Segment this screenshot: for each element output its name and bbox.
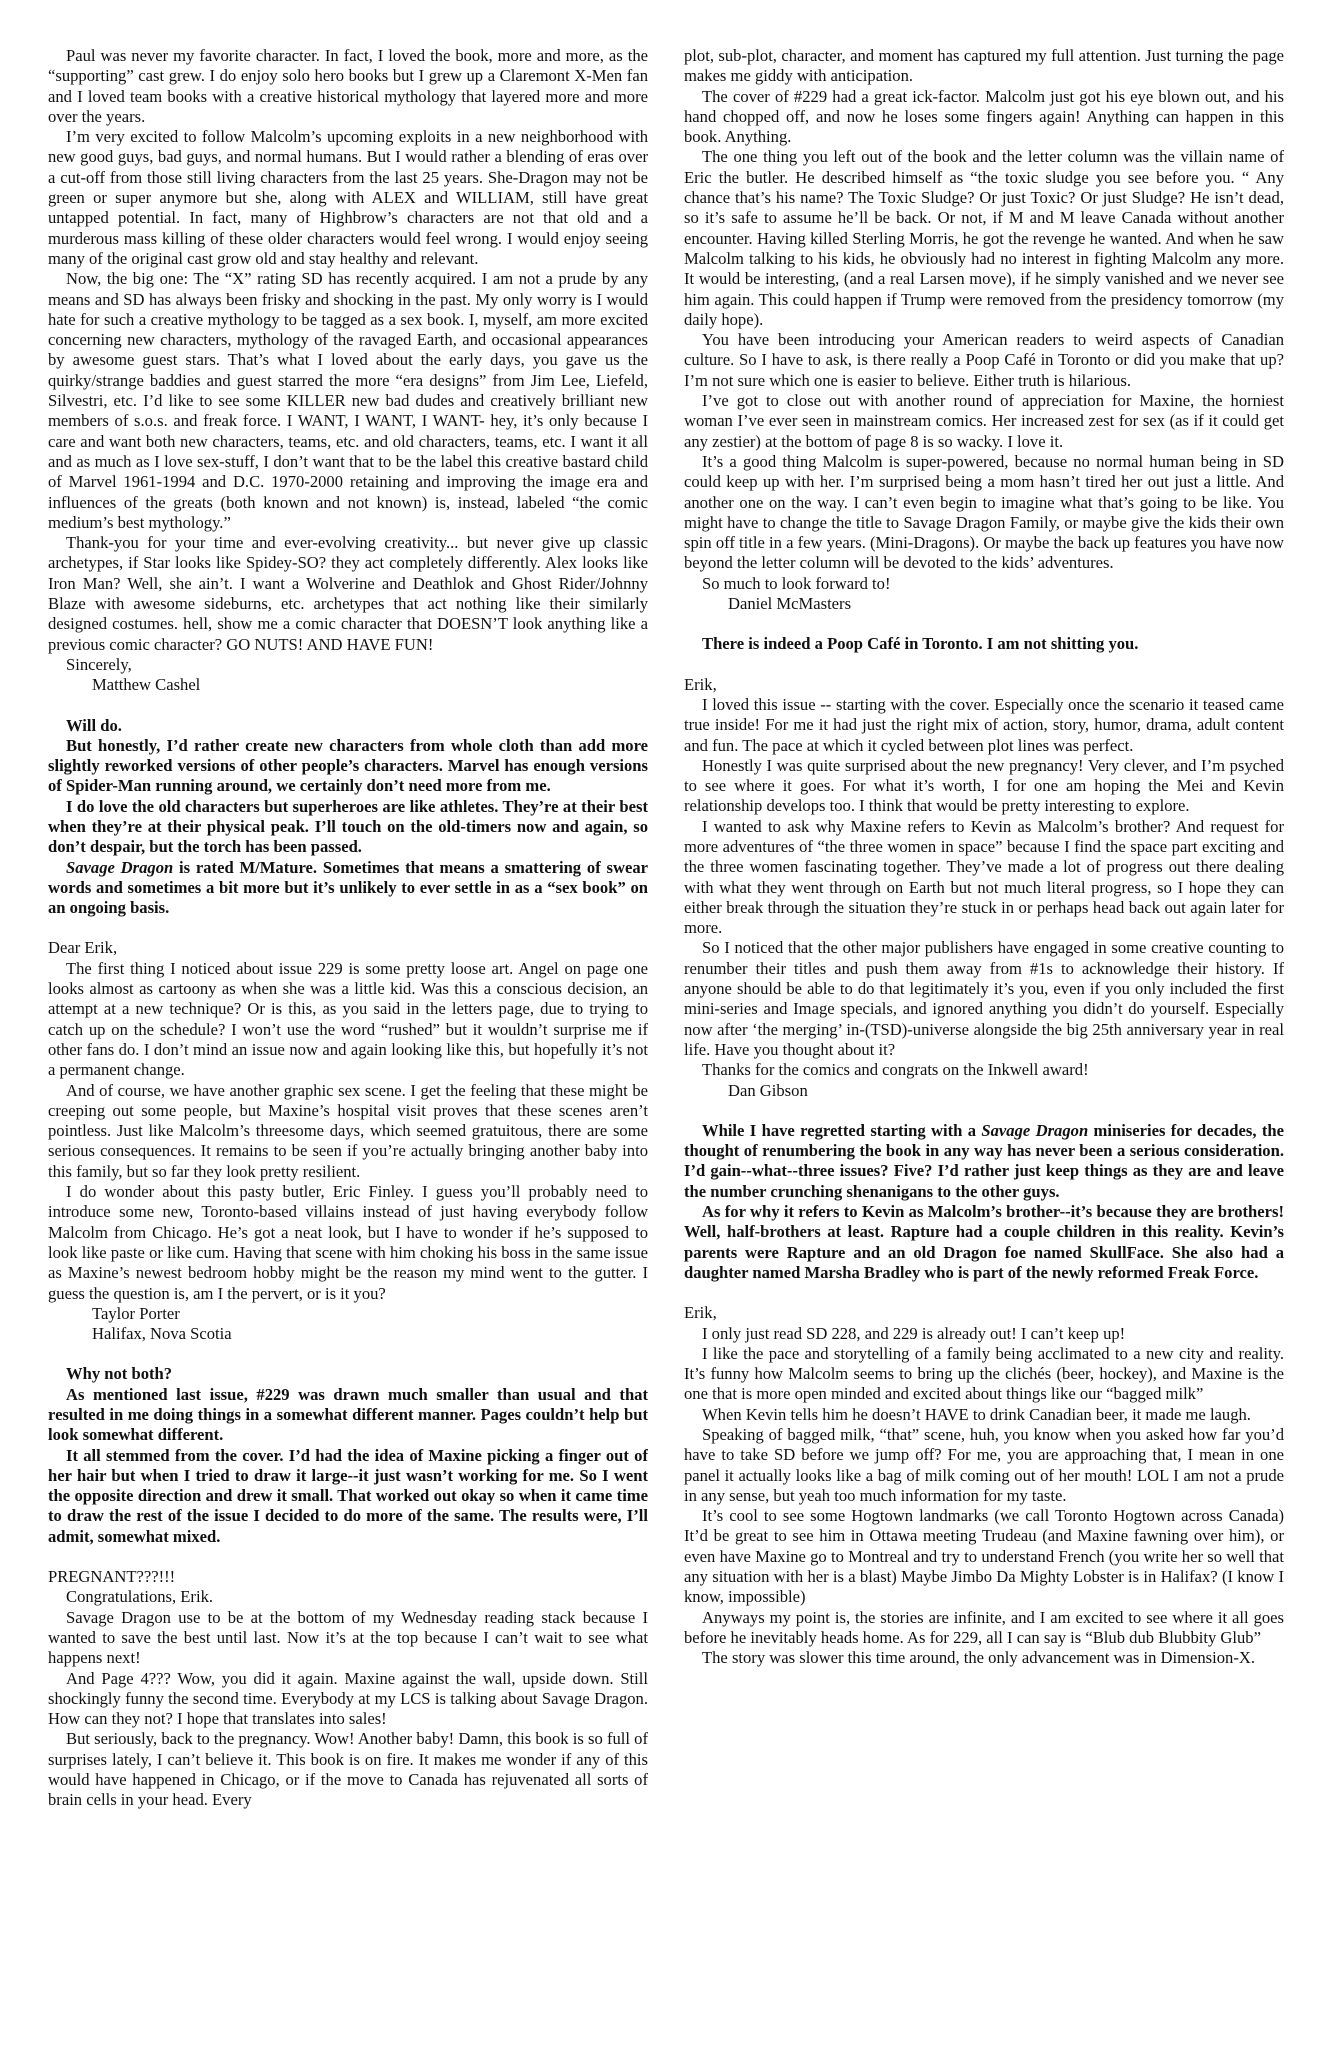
paragraph-gap [684, 614, 1284, 634]
paragraph-gap [684, 1101, 1284, 1121]
editor-response: Why not both? [66, 1364, 173, 1384]
letter-paragraph: The one thing you left out of the book and the letter column was the villain name of Eric the butler. He described himself as “the toxic sludge you see before you. “ Any chance that’s his name? The Toxic Sludge? Or just Toxic? Or just Sludge? He isn’t dead, so it’s safe to assume he’ll be back. Or not, if M and M leave Canada without another encounter. Having killed Sterling Morris, he got the revenge he wanted. And when he saw Malcolm talking to his kids, he obviously had no interest in fighting Malcolm any more. It would be interesting, (and a real Larsen move), if he simply vanished and we never see him again. This could happen if Trump were removed from the presidency tomorrow (my daily hope). [684, 147, 1284, 329]
letter-paragraph: Speaking of bagged milk, “that” scene, huh, you know when you asked how far you’d have to take SD before we jump off? For me, you are approaching that, I mean in one panel it actually looks like a bag of milk coming out of her mouth! LOL I am not a prude in any sense, but yeah too much information for my taste. [684, 1425, 1284, 1505]
paragraph-gap [684, 655, 1284, 675]
letter-salutation: Erik, [684, 674, 717, 694]
paragraph-gap [48, 1547, 648, 1567]
letter-paragraph: I do wonder about this pasty butler, Eric Finley. I guess you’ll probably need to introduce some new, Toronto-based villains instead of just having everybody follow Malcolm from Chicago. He’s got a neat look, but I have to wonder if he’s supposed to look like paste or like cum. Having that scene with him choking his boss in the same issue as Maxine’s newest bedroom hobby might be the reason my mind went to the gutter. I guess the question is, am I the pervert, or is it you? [48, 1182, 648, 1303]
letter-paragraph: Paul was never my favorite character. In fact, I loved the book, more and more, as the “supporting” cast grew. I do enjoy solo hero books but I grew up a Claremont X-Men fan and I loved team books with a creative historical mythology that layered more and more over the years. [48, 46, 648, 126]
editor-response: I do love the old characters but superheroes are like athletes. They’re at their best when they’re at their physical peak. I’ll touch on the old-timers now and again, so don’t despair, but the torch has been passed. [48, 796, 648, 857]
letter-paragraph: So much to look forward to! [702, 573, 891, 593]
letter-paragraph: I loved this issue -- starting with the cover. Especially once the scenario it teased came true inside! For me it had just the right mix of action, story, humor, drama, adult content and fun. The pace at which it cycled between plot lines was perfect. [684, 694, 1284, 755]
editor-response: It all stemmed from the cover. I’d had the idea of Maxine picking a finger out of her hair but when I tried to draw it large--it just wasn’t working for me. So I went the opposite direction and drew it small. That worked out okay so when it came time to draw the rest of the issue I decided to do more of the same. The results were, I’ll admit, somewhat mixed. [48, 1445, 648, 1546]
right-column [684, 46, 1284, 2048]
letter-salutation: plot, sub-plot, character, and moment has captured my full attention. Just turning the page makes me giddy with anticipation. [684, 46, 1284, 86]
paragraph-gap [48, 696, 648, 716]
letter-paragraph: I wanted to ask why Maxine refers to Kevin as Malcolm’s brother? And request for more adventures of “the three women in space” because I find the space part exciting and the three women fascinating together. They’ve made a lot of progress out there dealing with what they went through on Earth but not much literal progress, so I hope they can either break through the situation they’re stuck in or perhaps head back out again later for more. [684, 816, 1284, 938]
letter-paragraph: I’m very excited to follow Malcolm’s upcoming exploits in a new neighborhood with new good guys, bad guys, and normal humans. But I would rather a blending of eras over a cut-off from those still living characters from the last 25 years. She-Dragon may not be green or super anymore but she, along with ALEX and WILLIAM, still have great untapped potential. In fact, many of Highbrow’s characters are not that old and a murderous mass killing of these older characters would feel wrong. I would enjoy seeing many of the original cast grow old and stay healthy and relevant. [48, 127, 648, 268]
editor-response: Will do. [66, 715, 122, 735]
book-title: Savage Dragon [66, 857, 174, 877]
letter-signature: Sincerely, [66, 654, 132, 674]
letter-paragraph: The cover of #229 had a great ick-factor. Malcolm just got his eye blown out, and his hand chopped off, and now he loses some fingers again! Anything can happen in this book. Anything. [684, 86, 1284, 147]
letter-salutation: Erik, [684, 1303, 717, 1323]
editor-response: Savage Dragon is rated M/Mature. Sometimes that means a smattering of swear words and sometimes a bit more but it’s unlikely to ever settle in as a “sex book” on an ongoing basis. [48, 857, 648, 918]
letter-signature: Matthew Cashel [92, 675, 201, 695]
paragraph-gap [48, 1344, 648, 1364]
editor-response: While I have regretted starting with a Savage Dragon miniseries for decades, the thought of renumbering the book in any way has never been a serious consideration. I’d gain--what--three issues? Five? I’d rather just keep things as they are and leave the number crunching shenanigans to the other guys. [684, 1120, 1284, 1201]
letter-salutation: PREGNANT???!!! [48, 1567, 176, 1587]
letter-paragraph: When Kevin tells him he doesn’t HAVE to drink Canadian beer, it made me laugh. [702, 1404, 1251, 1424]
letter-paragraph: And Page 4??? Wow, you did it again. Maxine against the wall, upside down. Still shockingly funny the second time. Everybody at my LCS is talking about Savage Dragon. How can they not? I hope that translates into sales! [48, 1668, 648, 1729]
paragraph-gap [48, 918, 648, 938]
paragraph-gap [684, 1283, 1284, 1303]
letter-signature: Dan Gibson [728, 1080, 808, 1100]
letter-paragraph: Now, the big one: The “X” rating SD has recently acquired. I am not a prude by any means and SD has always been frisky and shocking in the past. My only worry is I would hate for such a creative mythology to be tagged as a sex book. I, myself, am more excited concerning new characters, mythology of the ravaged Earth, and occasional appearances by awesome guest stars. That’s what I loved about the early days, you gave us the quirky/strange baddies and guest starred the more “era designs” from Jim Lee, Liefeld, Silvestri, etc. I’d like to see some KILLER new bad dudes and creatively brilliant new members of s.o.s. and freak force. I WANT, I WANT, I WANT- hey, it’s only because I care and want both new characters, teams, etc. and old characters, teams, etc. I want it all and as much as I love sex-stuff, I don’t want that to be the label this creative bastard child of Marvel 1961-1994 and D.C. 1970-2000 retaining and improving the image era and influences of the greats (both known and not known) is, instead, labeled “the comic medium’s best mythology.” [48, 269, 648, 532]
letter-paragraph: It’s a good thing Malcolm is super-powered, because no normal human being in SD could keep up with her. I’m surprised being a mom hasn’t tired her out just a little. And another one on the way. I can’t even begin to imagine what that’s going to be like. You might have to change the title to Savage Dragon Family, or maybe give the kids their own spin off title in a few years. (Mini-Dragons). Or maybe the back up features you have now beyond the letter column will be devoted to the kids’ adventures. [684, 451, 1284, 573]
letter-paragraph: I like the pace and storytelling of a family being acclimated to a new city and reality. It’s funny how Malcolm seems to bring up the clichés (beer, hockey), and Maxine is the one that is more open minded and excited about things like our “bagged milk” [684, 1343, 1284, 1404]
letter-signature: Taylor Porter [92, 1303, 180, 1323]
letter-paragraph: You have been introducing your American readers to weird aspects of Canadian culture. So I have to ask, is there really a Poop Café in Toronto or did you make that up? I’m not sure which one is easier to believe. Either truth is hilarious. [684, 330, 1284, 390]
letter-paragraph: Congratulations, Erik. [66, 1587, 214, 1607]
letter-paragraph: The story was slower this time around, the only advancement was in Dimension-X. [702, 1648, 1256, 1668]
letter-paragraph: I’ve got to close out with another round of appreciation for Maxine, the horniest woman I’ve ever seen in mainstream comics. Her increased zest for sex (as if it could get any zestier) at the bottom of page 8 is so wacky. I love it. [684, 391, 1284, 451]
letter-paragraph: Thanks for the comics and congrats on the Inkwell award! [702, 1060, 1089, 1080]
letter-signature: Halifax, Nova Scotia [92, 1324, 232, 1344]
letter-paragraph: But seriously, back to the pregnancy. Wow! Another baby! Damn, this book is so full of surprises lately, I can’t believe it. This book is on fire. It makes me wonder if any of this would have happened in Chicago, or if the move to Canada has rejuvenated all sorts of brain cells in your head. Every [48, 1729, 648, 1810]
letter-salutation: Dear Erik, [48, 938, 118, 958]
editor-response: As for why it refers to Kevin as Malcolm’s brother--it’s because they are brothers! Well, half-brothers at least. Rapture had a couple children in this reality. Kevin’s parents were Rapture and an old Dragon foe named SkullFace. She also had a daughter named Marsha Bradley who is part of the newly reformed Freak Force. [684, 1202, 1284, 1282]
editor-response: But honestly, I’d rather create new characters from whole cloth than add more slightly reworked versions of other people’s characters. Marvel has enough versions of Spider-Man running around, we certainly don’t need more from me. [48, 735, 648, 796]
letter-paragraph: And of course, we have another graphic sex scene. I get the feeling that these might be creeping out some people, but Maxine’s hospital visit proves that these scenes aren’t pointless. Just like Malcolm’s threesome days, which seemed gratuitous, there are some serious consequences. It remains to be seen if you’re actually bringing another baby into this family, but so far they look pretty resilient. [48, 1080, 648, 1181]
editor-response: As mentioned last issue, #229 was drawn much smaller than usual and that resulted in me doing things in a somewhat different manner. Pages couldn’t help but look somewhat different. [48, 1384, 648, 1445]
letter-paragraph: It’s cool to see some Hogtown landmarks (we call Toronto Hogtown across Canada) It’d be great to see him in Ottawa meeting Trudeau (and Maxine fawning over him), or even have Maxine go to Montreal and try to understand French (you write her so well that any situation with her is a blast) Maybe Jimbo Da Mighty Lobster is in Halifax? (I know I know, impossible) [684, 1506, 1284, 1607]
letter-paragraph: I only just read SD 228, and 229 is already out! I can’t keep up! [702, 1323, 1126, 1343]
letter-paragraph: Thank-you for your time and ever-evolving creativity... but never give up classic archetypes, if Star looks like Spidey-SO? they act completely differently. Alex looks like Iron Man? Well, she ain’t. I want a Wolverine and Deathlok and Ghost Rider/Johnny Blaze with awesome sideburns, etc. archetypes that act nothing like their similarly designed costumes. hell, show me a comic character that DOESN’T look anything like a previous comic character? GO NUTS! AND HAVE FUN! [48, 533, 648, 654]
letter-signature: Daniel McMasters [728, 594, 852, 614]
letter-paragraph: The first thing I noticed about issue 229 is some pretty loose art. Angel on page one looks almost as cartoony as when she was a little kid. Was this a conscious decision, an attempt at a new technique? Or is this, as you said in the letters page, due to trying to catch up on the schedule? I won’t use the word “rushed” but it wouldn’t surprise me if other fans do. I don’t mind an issue now and again looking like this, but hopefully it’s not a permanent change. [48, 958, 648, 1080]
letter-paragraph: So I noticed that the other major publishers have engaged in some creative counting to renumber their titles and push them away from #1s to acknowledge their history. If anyone should be able to do that legitimately it’s you, even if you only included the first mini-series and Image specials, and ignored anything you didn’t do yourself. Especially now after ‘the merging’ in-(TSD)-universe alongside the big 25th anniversary year in real life. Have you thought about it? [684, 938, 1284, 1059]
left-column [48, 46, 648, 2048]
letter-paragraph: Honestly I was quite surprised about the new pregnancy! Very clever, and I’m psyched to see where it goes. For what it’s worth, I for one am hoping the Mei and Kevin relationship develops too. I think that would be pretty interesting to explore. [684, 755, 1284, 816]
book-title: Savage Dragon [981, 1120, 1089, 1140]
letter-paragraph: Anyways my point is, the stories are infinite, and I am excited to see where it all goes before he inevitably heads home. As for 229, all I can say is “Blub dub Blubbity Glub” [684, 1607, 1284, 1647]
letter-paragraph: Savage Dragon use to be at the bottom of my Wednesday reading stack because I wanted to save the best until last. Now it’s at the top because I can’t wait to see what happens next! [48, 1607, 648, 1668]
editor-response: There is indeed a Poop Café in Toronto. I am not shitting you. [702, 634, 1139, 654]
